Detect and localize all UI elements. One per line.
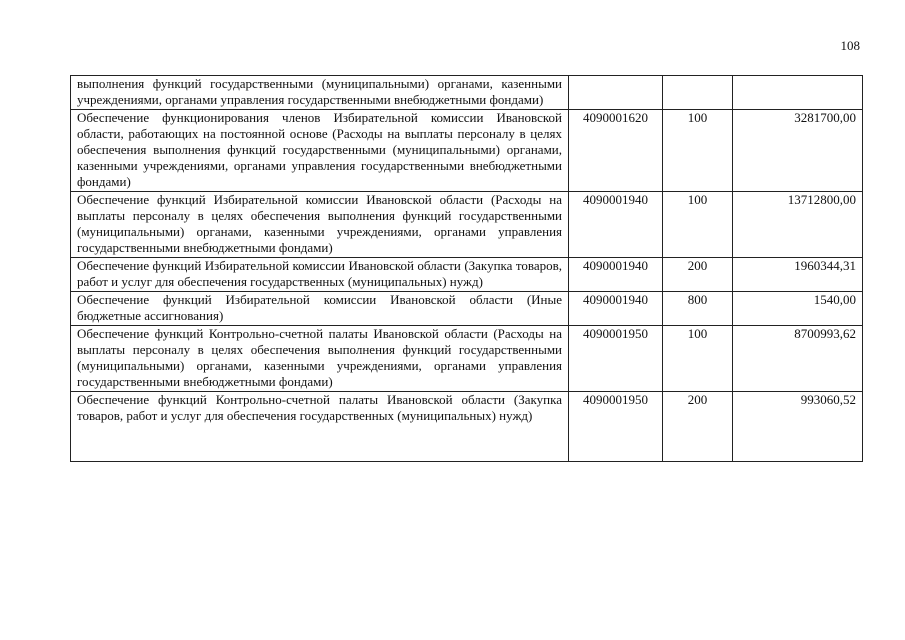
- row-amount: 1960344,31: [733, 258, 863, 292]
- row-description: Обеспечение функций Избирательной комиссии Ивановской области (Закупка товаров, работ и услуг для обеспечения государственных (муниципальных) нужд): [71, 258, 569, 292]
- row-target-code: 4090001950: [569, 326, 663, 392]
- row-amount: 993060,52: [733, 392, 863, 462]
- row-description: Обеспечение функций Избирательной комиссии Ивановской области (Иные бюджетные ассигнования): [71, 292, 569, 326]
- row-amount: 8700993,62: [733, 326, 863, 392]
- row-target-code: 4090001940: [569, 292, 663, 326]
- table-row: [71, 326, 863, 392]
- table-row: [71, 258, 863, 292]
- page-number: 108: [840, 38, 860, 53]
- row-description: Обеспечение функций Контрольно-счетной палаты Ивановской области (Расходы на выплаты персоналу в целях обеспечения выполнения функций государственными (муниципальными) органами, казенными учреждениями, органами управления государственными внебюджетными фондами): [71, 326, 569, 392]
- row-expense-type: 800: [663, 292, 733, 326]
- row-target-code: [569, 76, 663, 110]
- row-description: Обеспечение функционирования членов Избирательной комиссии Ивановской области, работающих на постоянной основе (Расходы на выплаты персоналу в целях обеспечения выполнения функций государственными (муниципальными) органами, казенными учреждениями, органами управления государственными внебюджетными фондами): [71, 110, 569, 192]
- row-target-code: 4090001620: [569, 110, 663, 192]
- row-amount: 13712800,00: [733, 192, 863, 258]
- row-description: Обеспечение функций Избирательной комиссии Ивановской области (Расходы на выплаты персоналу в целях обеспечения выполнения функций государственными (муниципальными) органами, казенными учреждениями, органами управления государственными внебюджетными фондами): [71, 192, 569, 258]
- row-expense-type: 100: [663, 326, 733, 392]
- row-target-code: 4090001950: [569, 392, 663, 462]
- row-target-code: 4090001940: [569, 192, 663, 258]
- row-amount: [733, 76, 863, 110]
- row-amount: 1540,00: [733, 292, 863, 326]
- row-target-code: 4090001940: [569, 258, 663, 292]
- row-expense-type: 200: [663, 258, 733, 292]
- table-row: [71, 110, 863, 192]
- budget-table: [70, 75, 863, 462]
- row-amount: 3281700,00: [733, 110, 863, 192]
- table-row: [71, 292, 863, 326]
- row-expense-type: [663, 76, 733, 110]
- table-row: [71, 76, 863, 110]
- row-expense-type: 100: [663, 192, 733, 258]
- row-description: Обеспечение функций Контрольно-счетной палаты Ивановской области (Закупка товаров, работ и услуг для обеспечения государственных (муниципальных) нужд): [71, 392, 569, 462]
- row-expense-type: 100: [663, 110, 733, 192]
- table-row: [71, 192, 863, 258]
- row-description: выполнения функций государственными (муниципальными) органами, казенными учреждениями, органами управления государственными внебюджетными фондами): [71, 76, 569, 110]
- table-row: [71, 392, 863, 462]
- row-expense-type: 200: [663, 392, 733, 462]
